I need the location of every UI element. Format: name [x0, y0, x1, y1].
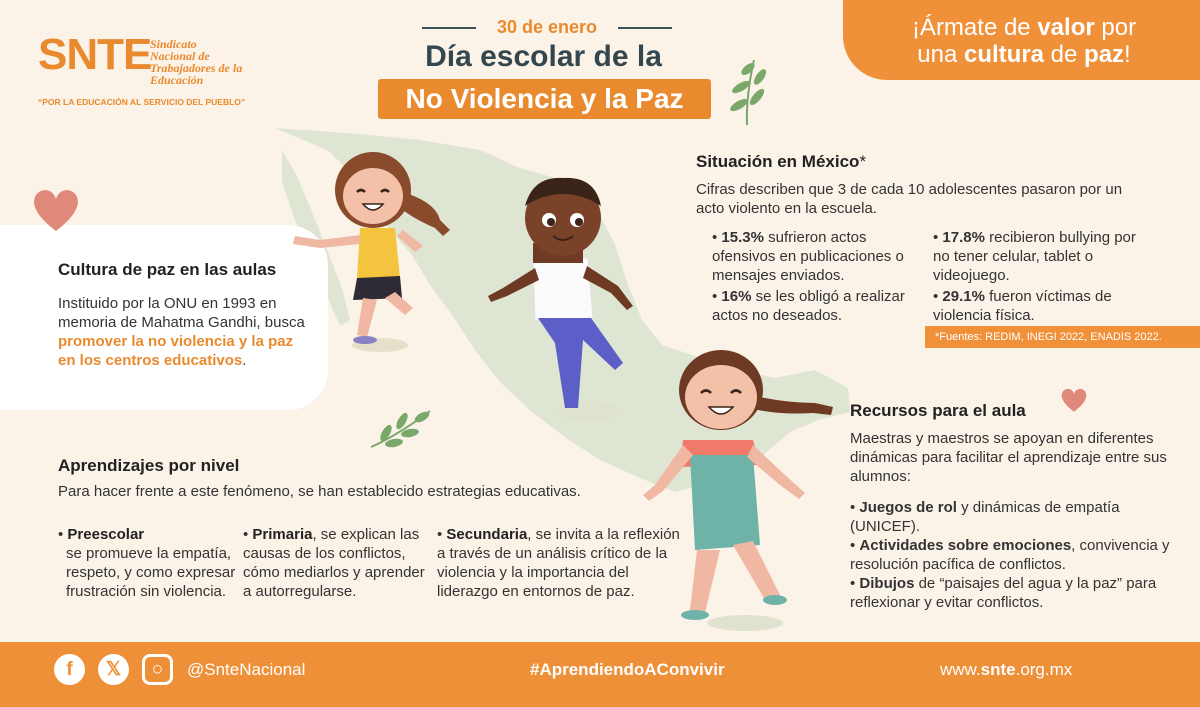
- aprendizajes-section: [58, 456, 618, 501]
- cultura-section: [58, 260, 313, 370]
- list-item: • Actividades sobre emociones, convivencia y resolución pacífica de conflictos.: [850, 537, 1170, 573]
- event-date: 30 de enero: [496, 17, 598, 37]
- footer-website-link[interactable]: www.snte.org.mx: [940, 660, 1073, 679]
- slogan-banner: [843, 0, 1200, 80]
- stat-item: • 15.3% sufrieron actos ofensivos en publicaciones o mensajes enviados.: [712, 229, 904, 284]
- section-title: Aprendizajes por nivel: [58, 456, 240, 475]
- list-item: • Juegos de rol y dinámicas de empatía (UNICEF).: [850, 499, 1120, 535]
- section-title: Recursos para el aula: [850, 401, 1026, 420]
- x-icon[interactable]: 𝕏: [98, 654, 129, 685]
- section-text: Instituido por la ONU en 1993 en memoria de Mahatma Gandhi, busca promover la no violencia y la paz en los centros educativos.: [58, 295, 305, 369]
- footer-hashtag[interactable]: #AprendiendoAConvivir: [530, 660, 725, 679]
- level-preescolar: • Preescolar se promueve la empatía, respeto, y como expresar frustración sin violencia.: [58, 526, 236, 600]
- page-title: Día escolar de la: [425, 40, 662, 73]
- date-divider-right: [618, 27, 672, 29]
- leaf-icon: [724, 55, 770, 127]
- level-secundaria: • Secundaria, se invita a la reflexión a través de un análisis crítico de la violencia y la importancia del liderazgo en entornos de paz.: [437, 526, 680, 600]
- stat-item: • 29.1% fueron víctimas de violencia física.: [933, 288, 1112, 324]
- facebook-icon[interactable]: f: [54, 654, 85, 685]
- situacion-section: [696, 152, 1136, 218]
- recursos-list: [850, 498, 1175, 612]
- stats-list-left: [712, 228, 912, 325]
- level-primaria: • Primaria, se explican las causas de los conflictos, cómo mediarlos y aprender a autorregularse.: [243, 526, 425, 600]
- section-intro: Cifras describen que 3 de cada 10 adolescentes pasaron por un acto violento en la escuela.: [696, 181, 1123, 217]
- banner-line-1: ¡Ármate de valor por: [911, 14, 1137, 41]
- banner-line-2: una cultura de paz!: [917, 41, 1131, 68]
- date-divider-left: [422, 27, 476, 29]
- section-intro: Para hacer frente a este fenómeno, se han establecido estrategias educativas.: [58, 483, 581, 500]
- stat-item: • 16% se les obligó a realizar actos no deseados.: [712, 288, 905, 324]
- stat-item: • 17.8% recibieron bullying por no tener celular, tablet o videojuego.: [933, 229, 1136, 284]
- leaf-icon: [368, 405, 434, 451]
- section-intro: Maestras y maestros se apoyan en diferentes dinámicas para facilitar el aprendizaje entre sus alumnos:: [850, 430, 1167, 485]
- page-title-highlight: No Violencia y la Paz: [378, 79, 711, 119]
- social-handle[interactable]: @SnteNacional: [187, 660, 306, 679]
- organization-slogan: “POR LA EDUCACIÓN AL SERVICIO DEL PUEBLO”: [38, 97, 246, 107]
- section-title: Situación en México*: [696, 152, 867, 171]
- section-title: Cultura de paz en las aulas: [58, 260, 277, 279]
- boy-illustration: [483, 168, 643, 423]
- recursos-section: [850, 401, 1175, 612]
- heart-icon: [31, 187, 81, 233]
- snte-logo: SNTE: [38, 30, 152, 79]
- stats-list-right: [933, 228, 1143, 325]
- list-item: • Dibujos de “paisajes del agua y la paz” para reflexionar y evitar conflictos.: [850, 575, 1157, 611]
- sources-note: *Fuentes: REDIM, INEGI 2022, ENADIS 2022.: [925, 326, 1200, 348]
- instagram-icon[interactable]: ○: [142, 654, 173, 685]
- organization-name: Sindicato Nacional de Trabajadores de la Educación: [150, 37, 243, 87]
